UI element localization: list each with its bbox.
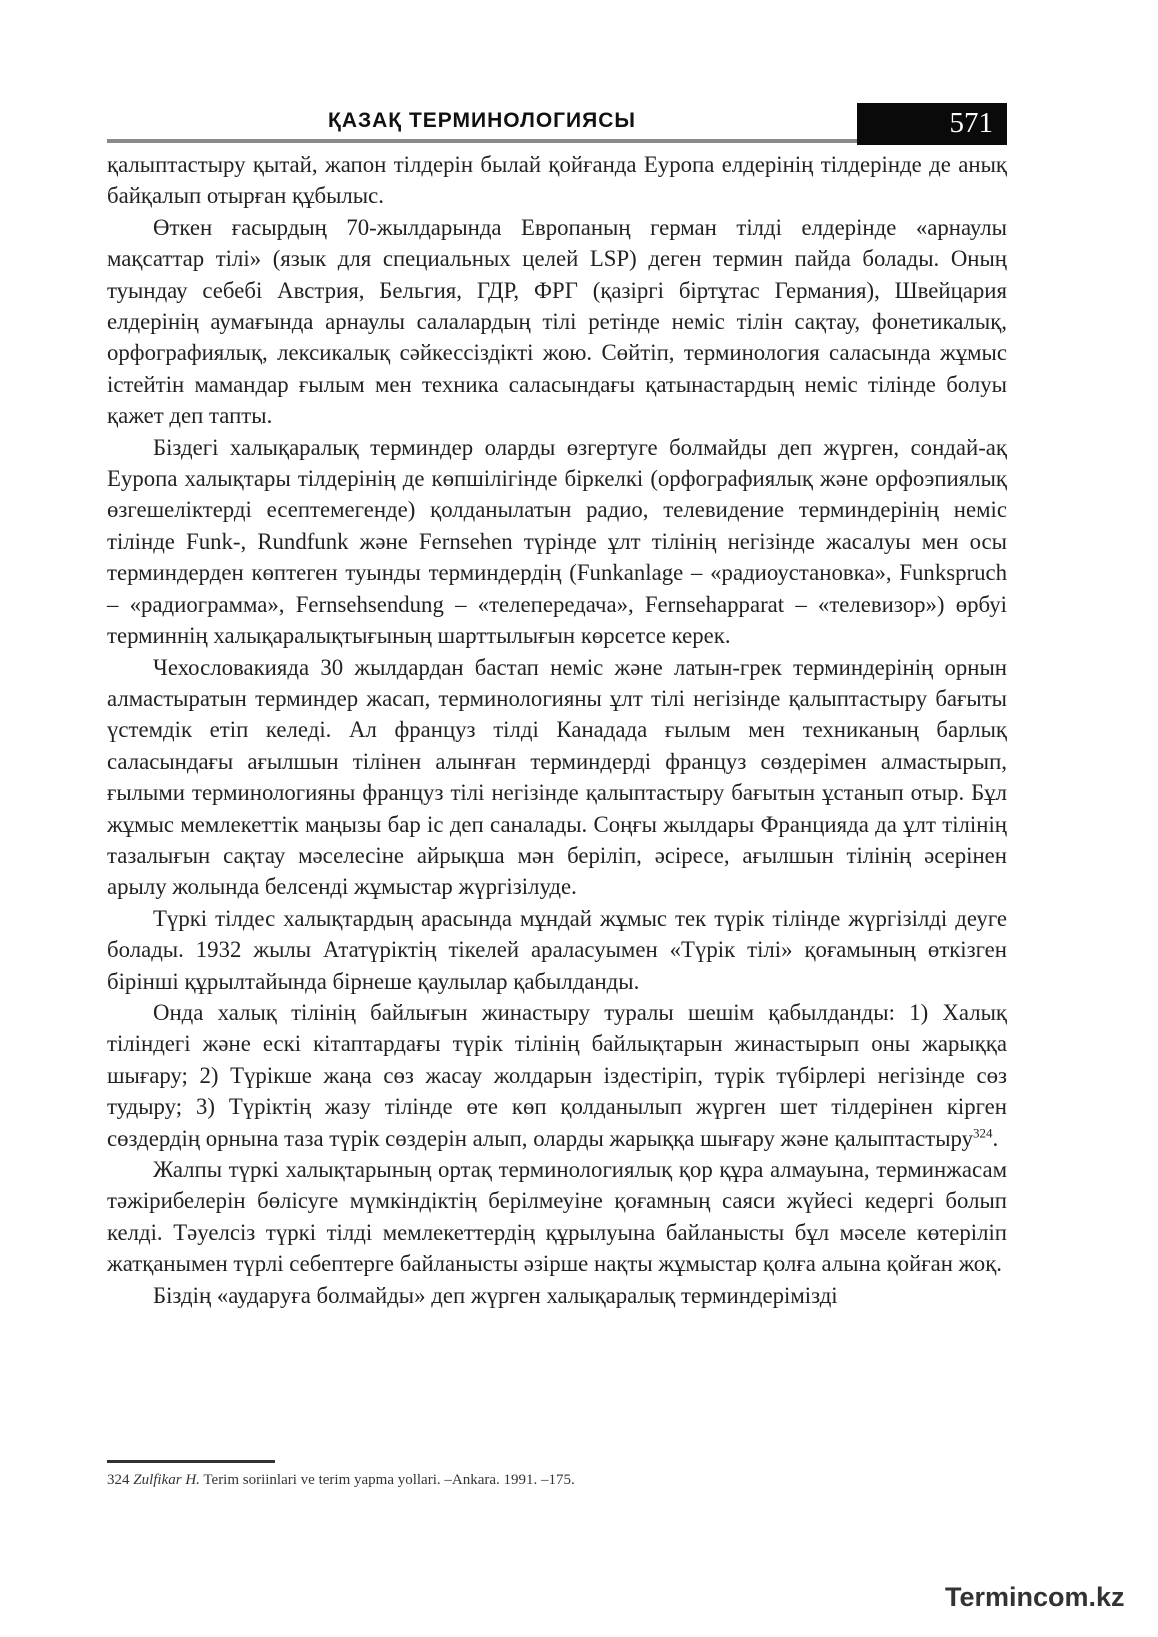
paragraph: Өткен ғасырдың 70-жылдарында Европаның герман тілді елдерінде «арнаулы мақсаттар тілі» (язык для специальных целей LSP) деген термин пайда болады. Оның туындау себебі Австрия, Бельгия, ГДР, ФРГ (қазіргі біртұтас Германия), Швейцария елдерінің аумағында арнаулы салалардың тілі ретінде неміс тілін сақтау, фонетикалық, орфографиялық, лексикалық сәйкессіздікті жою. Сөйтіп, терминология саласында жұмыс істейтін мамандар ғылым мен техника саласындағы қатынастардың неміс тілінде болуы қажет деп тапты.	[107, 214, 1007, 429]
paragraph: Чехословакияда 30 жылдардан бастап неміс және латын-грек терминдерінің орнын алмастыратын терминдер жасап, терминологияны ұлт тілі негізінде қалыптастыру бағыты үстемдік етіп келеді. Ал француз тілді Канадада ғылым мен техниканың барлық саласындағы ағылшын тілінен алынған терминдерді француз сөздерімен алмастырып, ғылыми терминологияны француз тілі негізінде қалыптастыру бағытын ұстанып отыр. Бұл жұмыс мемлекеттік маңызы бар іс деп саналады. Соңғы жылдары Францияда да ұлт тілінің тазалығын сақтау мәселесіне айрықша мән беріліп, әсіресе, ағылшын тілінің әсерінен арылу жолында белсенді жұмыстар жүргізілуде.	[107, 654, 1007, 900]
footnote-author: Zulfikar H.	[133, 1472, 200, 1488]
running-title: ҚАЗАҚ ТЕРМИНОЛОГИЯСЫ	[328, 109, 636, 132]
footnote-number: 324	[107, 1472, 130, 1488]
header-rule	[107, 139, 857, 143]
footnote	[107, 1470, 1007, 1490]
paragraph: қалыптастыру қытай, жапон тілдерін былай қойғанда Еуропа елдерінің тілдерінде де анық байқалып отырған құбылыс.	[107, 152, 1007, 209]
paragraph-end: .	[992, 1125, 999, 1151]
body-text	[107, 149, 1007, 1311]
watermark-logo: Termincom.kz	[945, 1582, 1125, 1612]
page-number: 571	[857, 103, 1007, 145]
footnote-reference[interactable]: 324	[973, 1125, 993, 1140]
paragraph: Жалпы түркі халықтарының ортақ терминологиялық қор құра алмауына, терминжасам тәжірибелерін бөлісуге мүмкіндіктің берілмеуіне қоғамның саяси жүйесі кедергі болып келді. Тәуелсіз түркі тілді мемлекеттердің құрылуына байланысты бұл мәселе көтеріліп жатқанымен түрлі себептерге байланысты әзірше нақты жұмыстар қолға алына қойған жоқ.	[107, 1157, 1007, 1277]
footnote-rule	[107, 1460, 275, 1463]
paragraph: Біздегі халықаралық терминдер оларды өзгертуге болмайды деп жүрген, сондай-ақ Еуропа халықтары тілдерінің де көпшілігінде біркелкі (орфографиялық және орфоэпиялық өзгешеліктерді есептемегенде) қолданылатын радио, телевидение терминдерінің неміс тілінде Funk-, Rundfunk және Fernsehen түрінде ұлт тілінің негізінде жасалуы мен осы терминдерден көптеген туынды терминдердің (Funkanlage – «радиоустановка», Funkspruch – «радиограмма», Fernsehsendung – «телепередача», Fernsehapparat – «телевизор») өрбуі терминнің халықаралықтығының шарттылығын көрсетсе керек.	[107, 434, 1007, 649]
paragraph-with-footnote	[107, 997, 1007, 1154]
paragraph: Түркі тілдес халықтардың арасында мұндай жұмыс тек түрік тілінде жүргізілді деуге болады. 1932 жылы Ататүріктің тікелей араласуымен «Түрік тілі» қоғамының өткізген бірінші құрылтайында бірнеше қаулылар қабылданды.	[107, 905, 1007, 994]
paragraph: Біздің «аударуға болмайды» деп жүрген халықаралық терминдерімізді	[153, 1282, 838, 1308]
paragraph-text: Онда халық тілінің байлығын жинастыру туралы шешім қабылданды: 1) Халық тіліндегі және ескі кітаптардағы түрік тілінің байлықтарын жинастырып оны жарыққа шығару; 2) Түрікше жаңа сөз жасау жолдарын іздестіріп, түрік түбірлері негізінде сөз тудыру; 3) Түріктің жазу тілінде өте көп қолданылып жүрген шет тілдерінен кірген сөздердің орнына таза түрік сөздерін алып, оларды жарыққа шығару және қалыптастыру	[107, 999, 1007, 1151]
footnote-text: Terim soriinlari ve terim yapma yollari. –Ankara. 1991. –175.	[199, 1472, 575, 1488]
page-header	[107, 103, 1007, 145]
